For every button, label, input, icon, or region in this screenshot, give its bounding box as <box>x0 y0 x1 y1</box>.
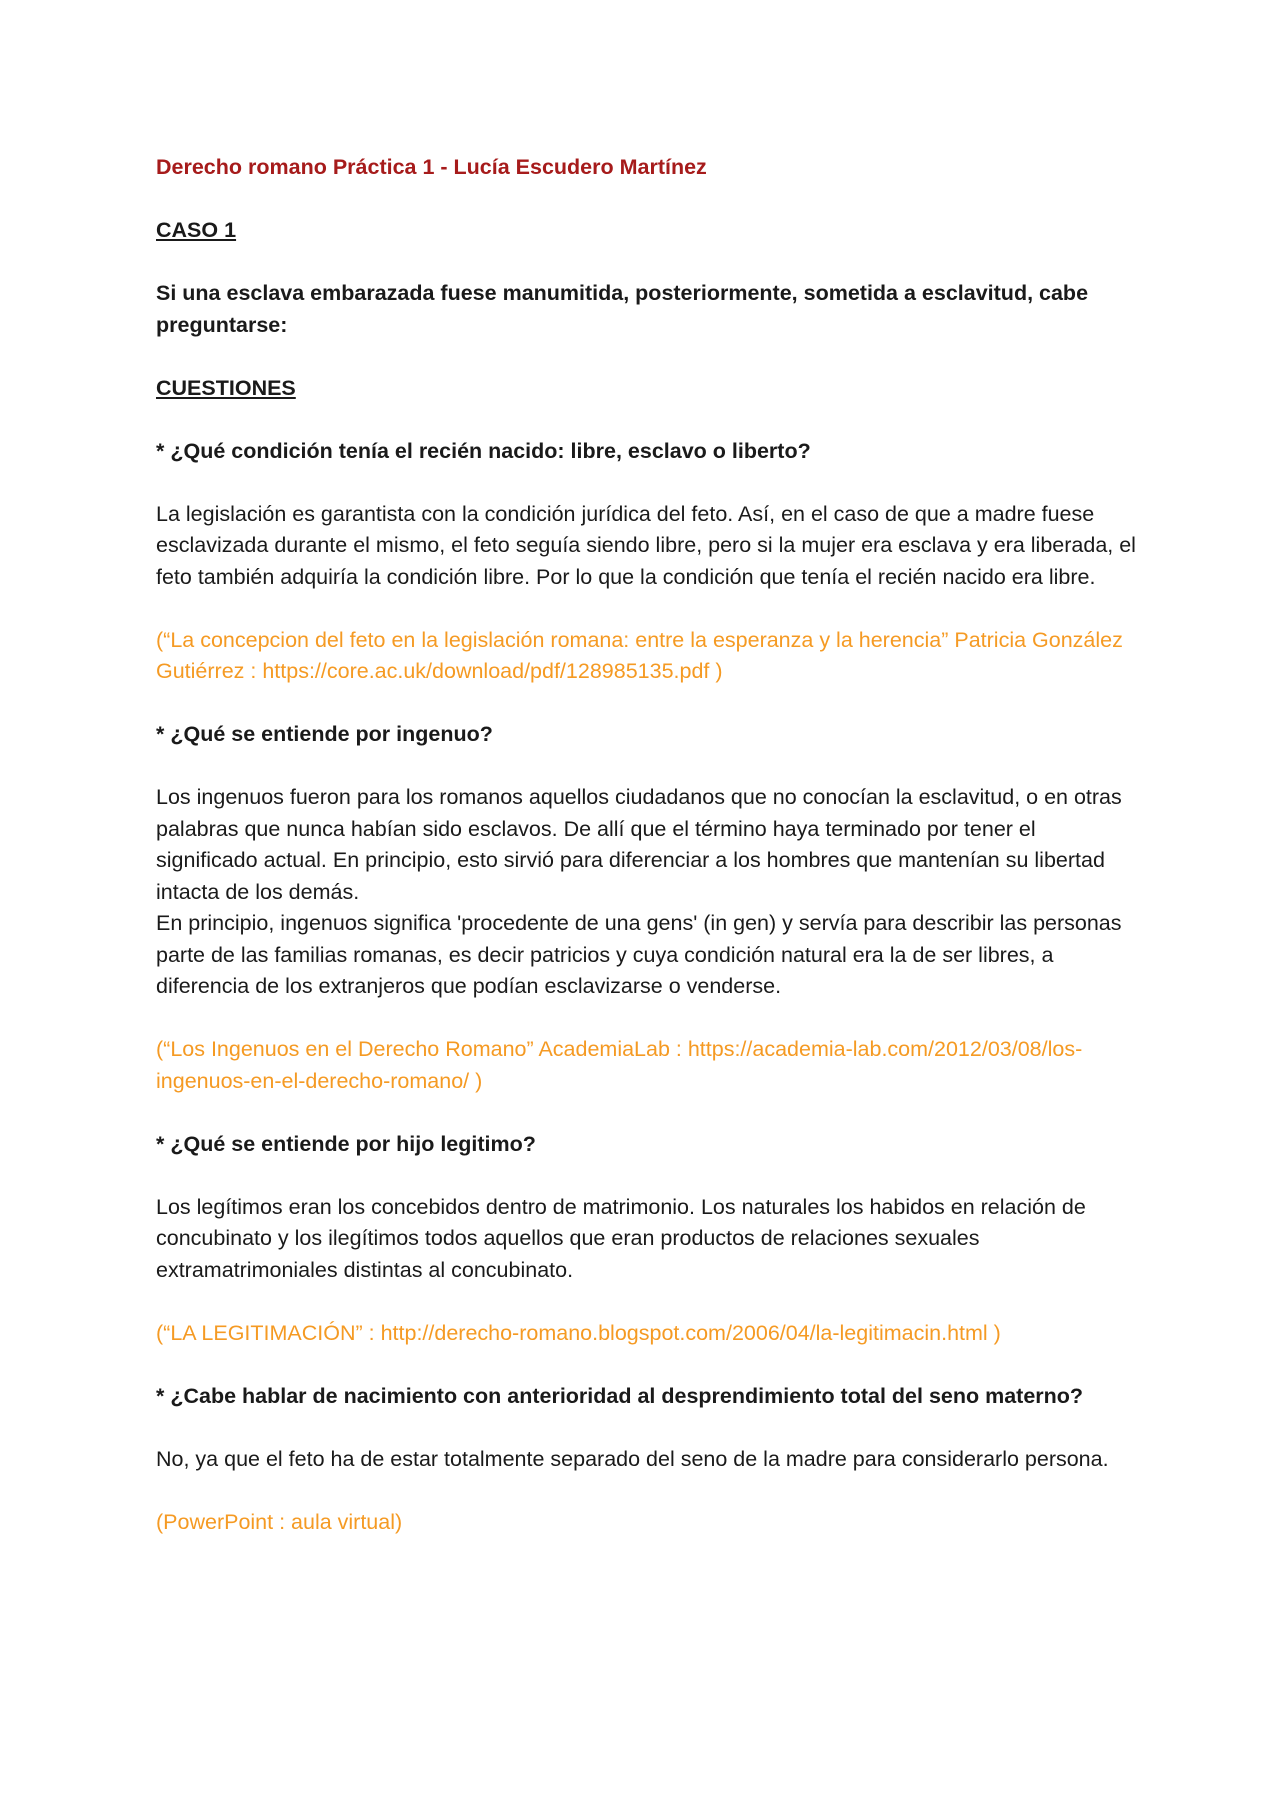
question-4: * ¿Cabe hablar de nacimiento con anterioridad al desprendimiento total del seno materno? <box>156 1383 1084 1408</box>
case-statement: Si una esclava embarazada fuese manumitida, posteriormente, sometida a esclavitud, cabe preguntarse: <box>156 281 1089 337</box>
questions-heading: CUESTIONES <box>156 375 296 400</box>
document-page <box>156 152 1136 1538</box>
source-2: (“Los Ingenuos en el Derecho Romano” AcademiaLab : https://academia-lab.com/2012/03/08/los-ingenuos-en-el-derecho-romano/ ) <box>156 1037 1083 1093</box>
answer-1: La legislación es garantista con la condición jurídica del feto. Así, en el caso de que a madre fuese esclavizada durante el mismo, el feto seguía siendo libre, pero si la mujer era esclava y era liberada, el feto también adquiría la condición libre. Por lo que la condición que tenía el recién nacido era libre. <box>156 501 1136 589</box>
question-3: * ¿Qué se entiende por hijo legitimo? <box>156 1131 536 1156</box>
source-4: (PowerPoint : aula virtual) <box>156 1509 403 1534</box>
answer-4: No, ya que el feto ha de estar totalmente separado del seno de la madre para considerarlo persona. <box>156 1446 1109 1471</box>
answer-2-continued: En principio, ingenuos significa 'procedente de una gens' (in gen) y servía para describir las personas parte de las familias romanas, es decir patricios y cuya condición natural era la de ser libres, a diferencia de los extranjeros que podían esclavizarse o venderse. <box>156 911 1122 998</box>
answer-3: Los legítimos eran los concebidos dentro de matrimonio. Los naturales los habidos en relación de concubinato y los ilegítimos todos aquellos que eran productos de relaciones sexuales extramatrimoniales distintas al concubinato. <box>156 1194 1086 1282</box>
source-1: (“La concepcion del feto en la legislación romana: entre la esperanza y la herencia” Patricia González Gutiérrez : https://core.ac.uk/download/pdf/128985135.pdf ) <box>156 627 1123 683</box>
case-heading: CASO 1 <box>156 218 237 242</box>
source-3: (“LA LEGITIMACIÓN” : http://derecho-romano.blogspot.com/2006/04/la-legitimacin.html ) <box>156 1320 1001 1345</box>
question-1: * ¿Qué condición tenía el recién nacido: libre, esclavo o liberto? <box>156 438 811 463</box>
document-title: Derecho romano Práctica 1 - Lucía Escudero Martínez <box>156 155 707 179</box>
question-2: * ¿Qué se entiende por ingenuo? <box>156 722 493 746</box>
answer-2: Los ingenuos fueron para los romanos aquellos ciudadanos que no conocían la esclavitud, o en otras palabras que nunca habían sido esclavos. De allí que el término haya terminado por tener el significado actual. En principio, esto sirvió para diferenciar a los hombres que mantenían su libertad intacta de los demás. <box>156 785 1122 904</box>
